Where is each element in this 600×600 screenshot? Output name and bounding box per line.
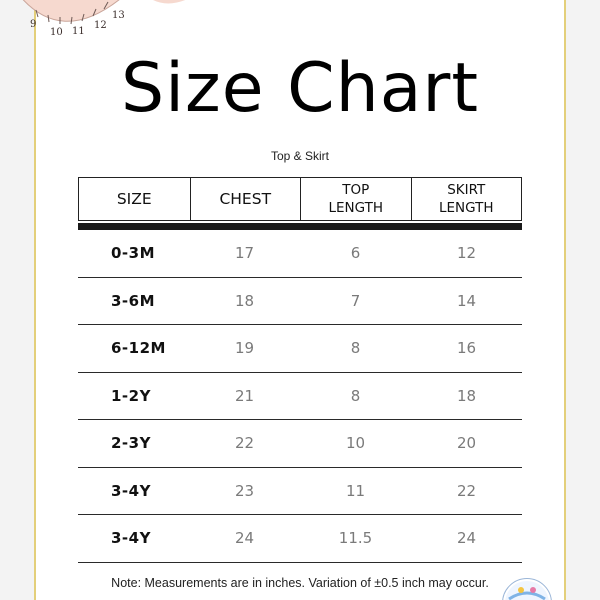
- skirt-length-cell: 16: [456, 339, 477, 358]
- skirt-length-cell: 18: [456, 386, 477, 405]
- size-cell: 3-6M: [111, 291, 156, 310]
- table-row: [78, 420, 522, 468]
- size-cell: 6-12M: [111, 339, 166, 358]
- table-row: [78, 325, 522, 373]
- skirt-length-cell: 14: [456, 291, 477, 310]
- chest-cell: 22: [234, 434, 255, 453]
- chest-cell: 23: [234, 481, 255, 500]
- table-row: [78, 230, 522, 278]
- skirt-length-cell: 20: [456, 434, 477, 453]
- tape-number: 13: [112, 10, 125, 21]
- skirt-length-cell: 12: [456, 244, 477, 263]
- table-header: [78, 177, 522, 221]
- header-chest: CHEST: [190, 178, 301, 220]
- size-cell: 0-3M: [111, 244, 156, 263]
- table-row: [78, 468, 522, 516]
- tape-number: 12: [94, 20, 107, 31]
- chest-cell: 18: [234, 291, 255, 310]
- top-length-cell: 8: [350, 386, 361, 405]
- chest-cell: 17: [234, 244, 255, 263]
- skirt-length-cell: 22: [456, 481, 477, 500]
- chest-cell: 19: [234, 339, 255, 358]
- measuring-tape-illustration: [0, 0, 200, 50]
- header-size: SIZE: [116, 189, 152, 208]
- tape-number: 11: [72, 26, 85, 37]
- size-cell: 1-2Y: [111, 386, 151, 405]
- top-length-cell: 8: [350, 339, 361, 358]
- table-row: [78, 515, 522, 563]
- header-top-length: TOP LENGTH: [300, 178, 411, 220]
- tape-number: 10: [50, 27, 63, 38]
- measurement-note: Note: Measurements are in inches. Variation of ±0.5 inch may occur.: [111, 576, 489, 590]
- top-length-cell: 11: [345, 481, 366, 500]
- size-cell: 3-4Y: [111, 481, 151, 500]
- size-cell: 2-3Y: [111, 434, 151, 453]
- size-cell: 3-4Y: [111, 529, 151, 548]
- page-title: Size Chart: [120, 49, 480, 128]
- table-row: [78, 278, 522, 326]
- page-subtitle: Top & Skirt: [270, 149, 330, 163]
- header-divider: [78, 223, 522, 230]
- tape-number: 9: [30, 19, 37, 30]
- chest-cell: 24: [234, 529, 255, 548]
- top-length-cell: 11.5: [338, 529, 373, 548]
- table-row: [78, 373, 522, 421]
- top-length-cell: 6: [350, 244, 361, 263]
- skirt-length-cell: 24: [456, 529, 477, 548]
- top-length-cell: 10: [345, 434, 366, 453]
- chest-cell: 21: [234, 386, 255, 405]
- top-length-cell: 7: [350, 291, 361, 310]
- size-table-body: [78, 230, 522, 563]
- header-skirt-length: SKIRT LENGTH: [411, 178, 522, 220]
